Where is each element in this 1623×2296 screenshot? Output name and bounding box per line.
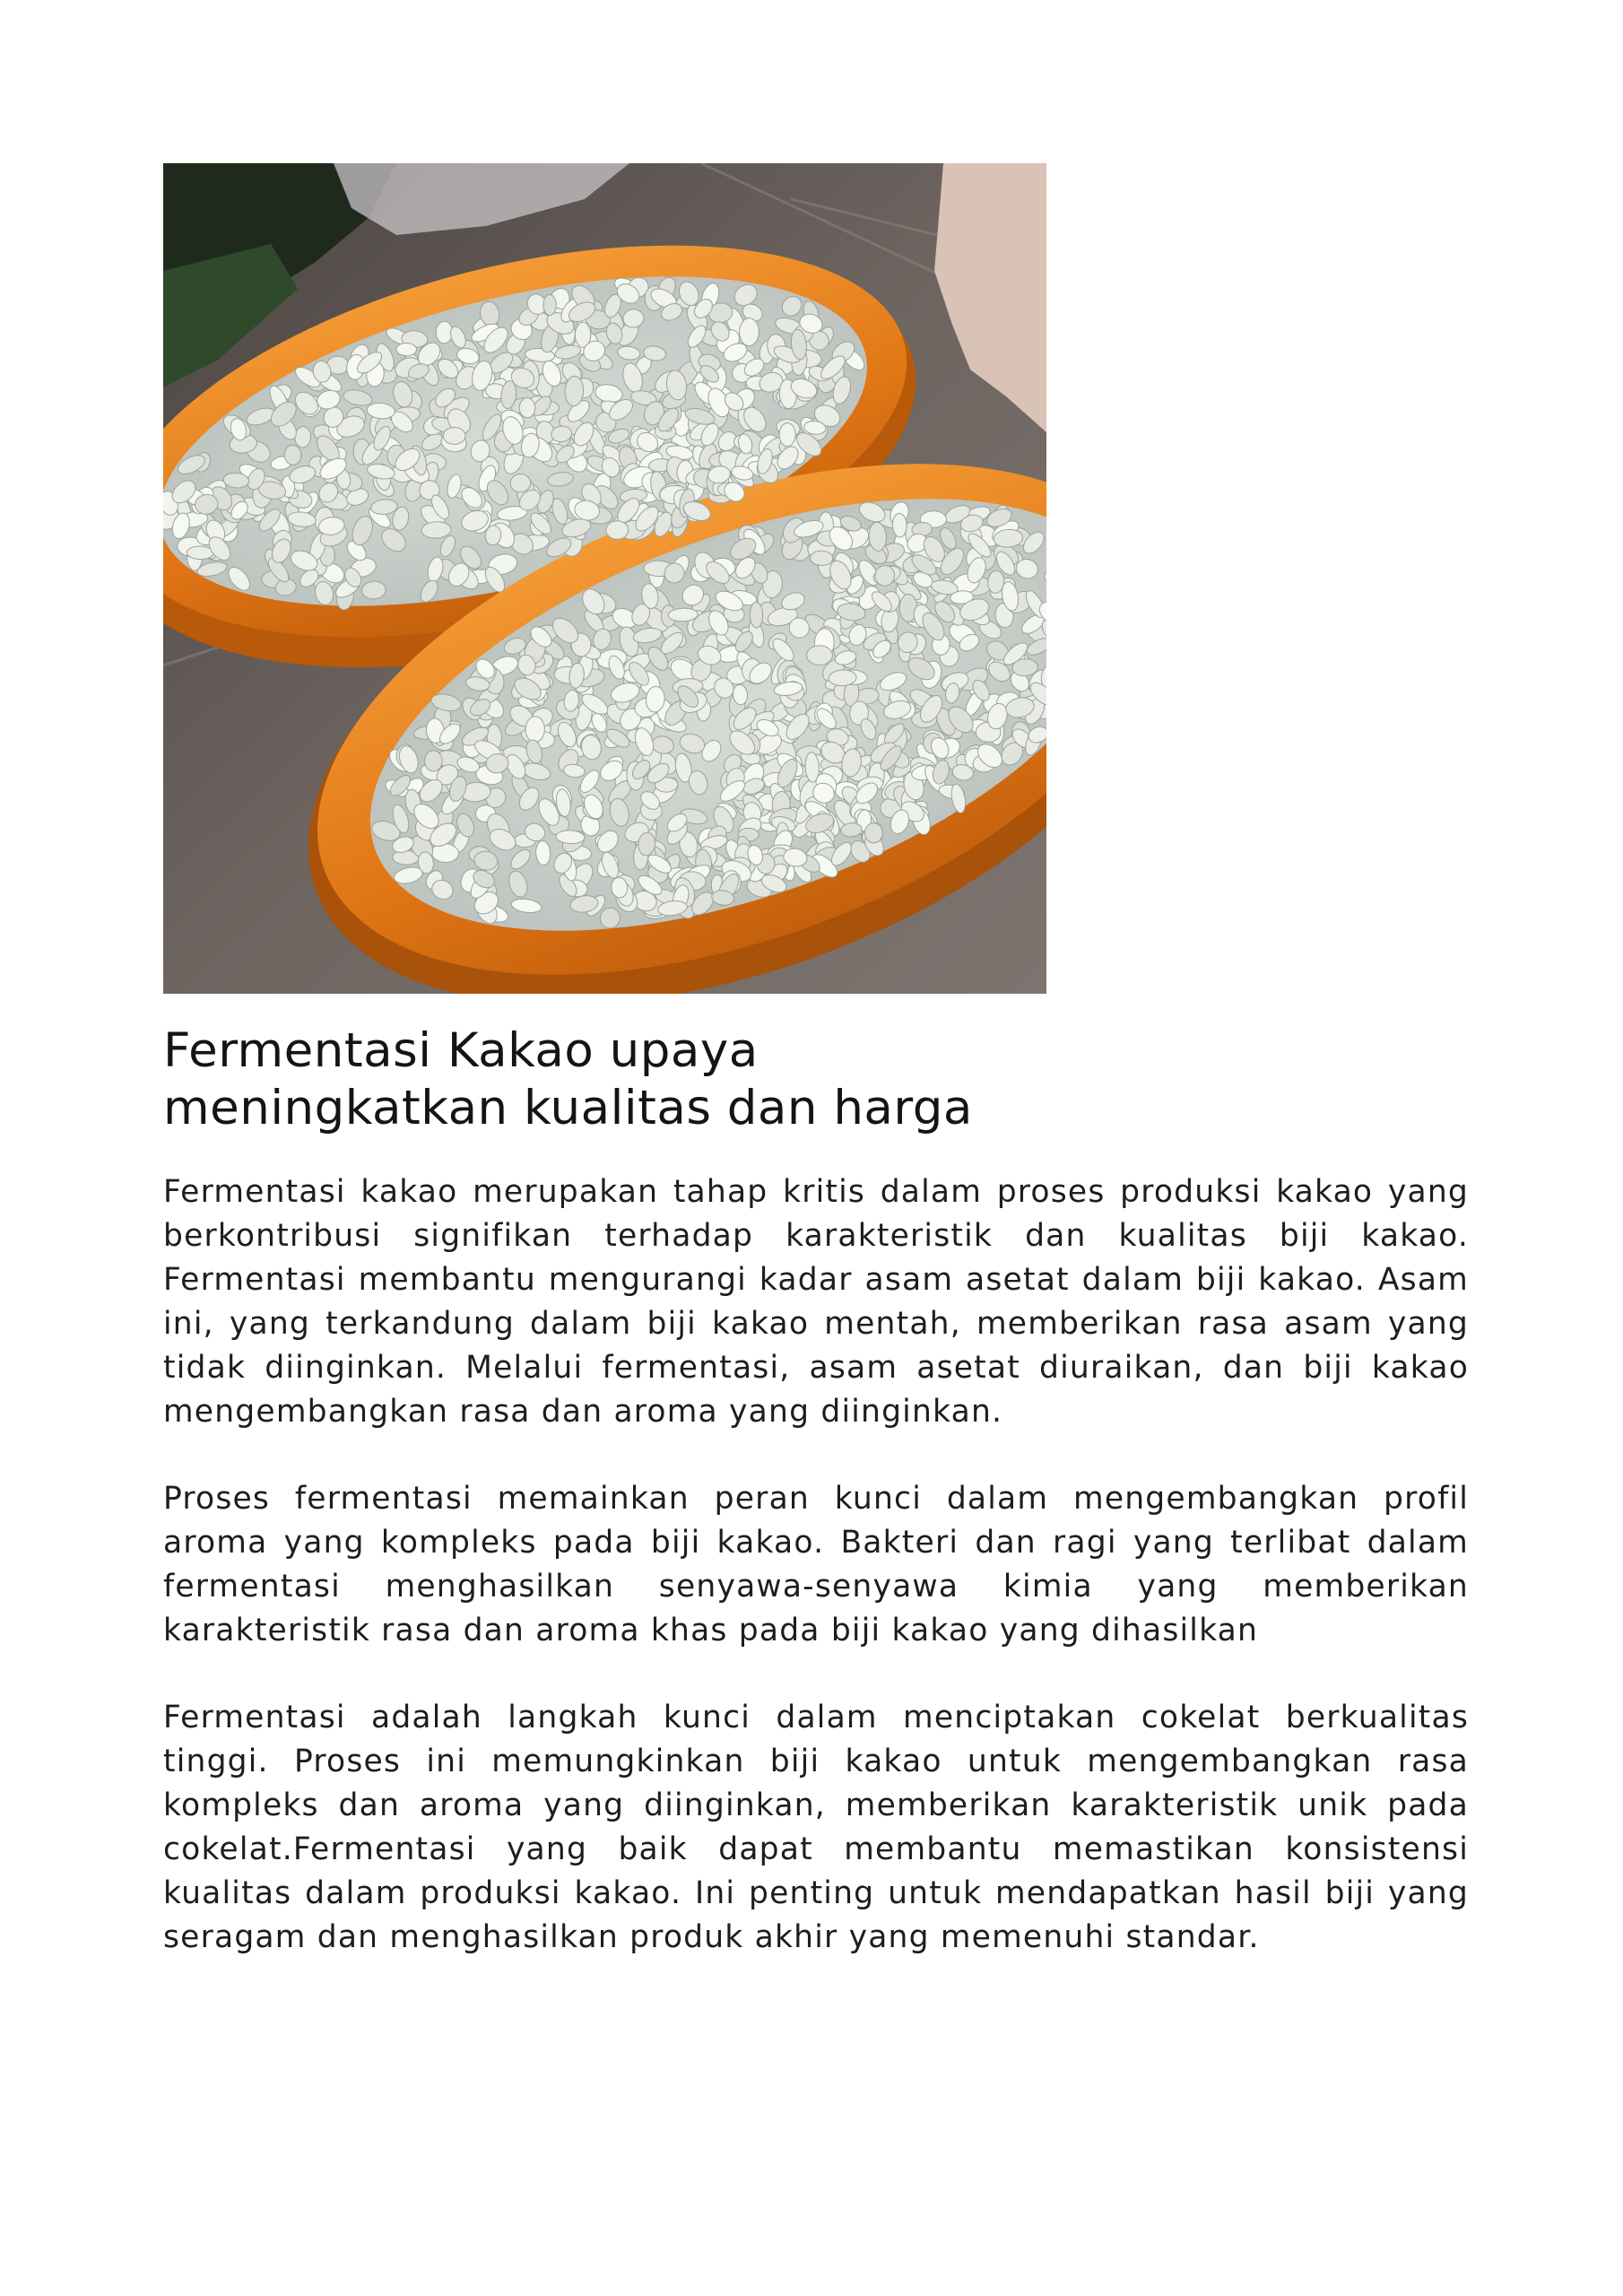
paragraph-2: Proses fermentasi memainkan peran kunci dalam mengembangkan profil aroma yang kompleks pada biji kakao. Bakteri dan ragi yang terlibat dalam fermentasi menghasilkan senyawa-senyawa kimia yang memberikan karakteristik rasa dan aroma khas pada biji kakao yang dihasilkan xyxy=(163,1481,1469,1648)
title-line-1: Fermentasi Kakao upaya xyxy=(163,1023,759,1078)
paragraph-3: Fermentasi adalah langkah kunci dalam menciptakan cokelat berkualitas tinggi. Proses ini memungkinkan biji kakao untuk mengembangkan rasa kompleks dan aroma yang diinginkan, memberikan karakteristik unik pada cokelat.Fermentasi yang baik dapat membantu memastikan konsistensi kualitas dalam produksi kakao. Ini penting untuk mendapatkan hasil biji yang seragam dan menghasilkan produk akhir yang memenuhi standar. xyxy=(163,1700,1469,1955)
paragraph-1: Fermentasi kakao merupakan tahap kritis dalam proses produksi kakao yang berkontribusi signifikan terhadap karakteristik dan kualitas biji kakao. Fermentasi membantu mengurangi kadar asam asetat dalam biji kakao. Asam ini, yang terkandung dalam biji kakao mentah, memberikan rasa asam yang tidak diinginkan. Melalui fermentasi, asam asetat diuraikan, dan biji kakao mengembangkan rasa dan aroma yang diinginkan. xyxy=(163,1174,1469,1430)
article-title xyxy=(163,1022,1239,1137)
title-line-2: meningkatkan kualitas dan harga xyxy=(163,1081,973,1135)
article-body xyxy=(163,1170,1469,2003)
article-photo xyxy=(163,163,1046,994)
